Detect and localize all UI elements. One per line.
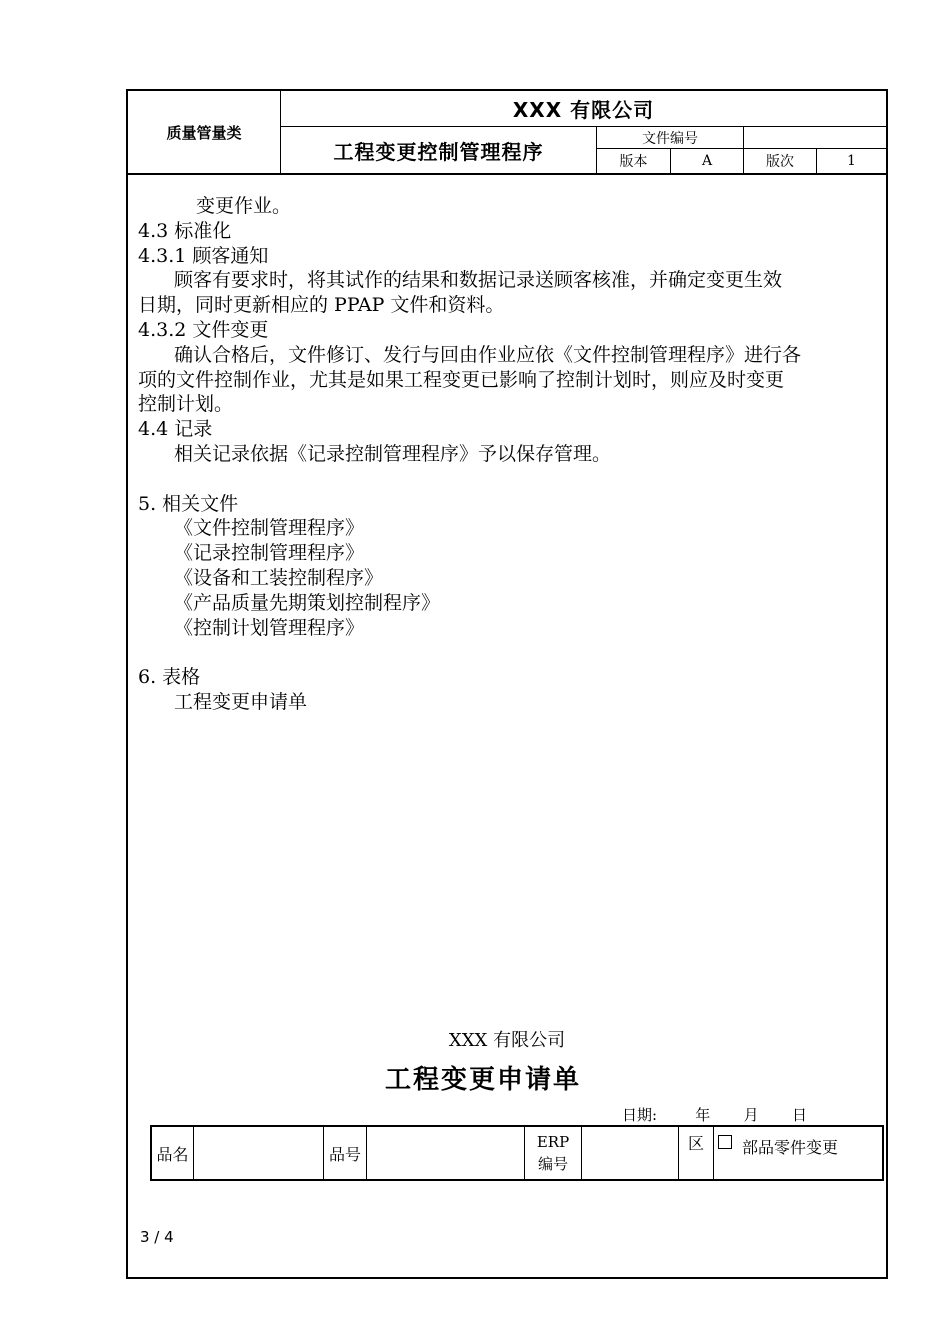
body-line: 控制计划。: [138, 393, 234, 416]
body-line: 顾客有要求时，将其试作的结果和数据记录送顾客核准，并确定变更生效: [174, 269, 783, 292]
form-list-item: 工程变更申请单: [174, 690, 308, 713]
doc-number-label: 文件编号: [597, 127, 744, 149]
version-label: 版本: [597, 149, 671, 173]
date-year: 年: [695, 1106, 711, 1124]
category-cell: 质量管量类: [128, 91, 281, 173]
checkbox-icon[interactable]: [718, 1135, 732, 1149]
version-value: A: [671, 149, 744, 173]
zone-label: 区: [679, 1127, 714, 1179]
section-heading: 6. 表格: [138, 666, 201, 689]
document-title: 工程变更控制管理程序: [281, 127, 597, 173]
edition-label: 版次: [744, 149, 817, 173]
date-month: 月: [743, 1106, 759, 1124]
date-day: 日: [792, 1106, 808, 1124]
product-no-label: 品号: [324, 1127, 367, 1179]
product-name-field[interactable]: [194, 1127, 324, 1179]
company-name: XXX 有限公司: [281, 91, 886, 127]
form-company-name: XXX 有限公司: [448, 1030, 566, 1051]
date-label: 日期:: [622, 1106, 658, 1124]
form-date-row: [622, 1104, 807, 1125]
page-frame: [126, 89, 888, 1279]
product-no-field[interactable]: [367, 1127, 525, 1179]
section-heading: 4.3 标准化: [138, 219, 232, 242]
product-name-label: 品名: [152, 1127, 194, 1179]
document-header: [128, 91, 886, 175]
related-doc-item: 《产品质量先期策划控制程序》: [174, 591, 441, 614]
option-label: 部品零件变更: [742, 1138, 839, 1157]
section-heading: 4.3.2 文件变更: [138, 318, 269, 341]
page-number: 3 / 4: [140, 1228, 174, 1246]
section-heading: 4.3.1 顾客通知: [138, 244, 269, 267]
body-line: 相关记录依据《记录控制管理程序》予以保存管理。: [174, 442, 612, 465]
form-title: 工程变更申请单: [384, 1065, 581, 1095]
body-line: 确认合格后，文件修订、发行与回由作业应依《文件控制管理程序》进行各: [174, 343, 802, 366]
body-line: 变更作业。: [196, 195, 292, 217]
related-doc-item: 《控制计划管理程序》: [174, 616, 365, 639]
body-line: 日期，同时更新相应的 PPAP 文件和资料。: [138, 294, 505, 317]
body-line: 项的文件控制作业，尤其是如果工程变更已影响了控制计划时，则应及时变更: [138, 368, 785, 391]
change-type-option[interactable]: [714, 1127, 882, 1179]
section-heading: 4.4 记录: [138, 418, 213, 441]
edition-value: 1: [847, 153, 856, 169]
doc-number-value: [744, 127, 886, 149]
related-doc-item: 《文件控制管理程序》: [174, 517, 365, 540]
section-heading: 5. 相关文件: [138, 492, 239, 515]
erp-number-field[interactable]: [582, 1127, 679, 1179]
document-body: [138, 194, 886, 715]
erp-number-label: ERP 编号: [525, 1127, 582, 1179]
related-doc-item: 《设备和工装控制程序》: [174, 566, 384, 589]
related-doc-item: 《记录控制管理程序》: [174, 542, 365, 565]
change-request-table: [150, 1125, 884, 1181]
